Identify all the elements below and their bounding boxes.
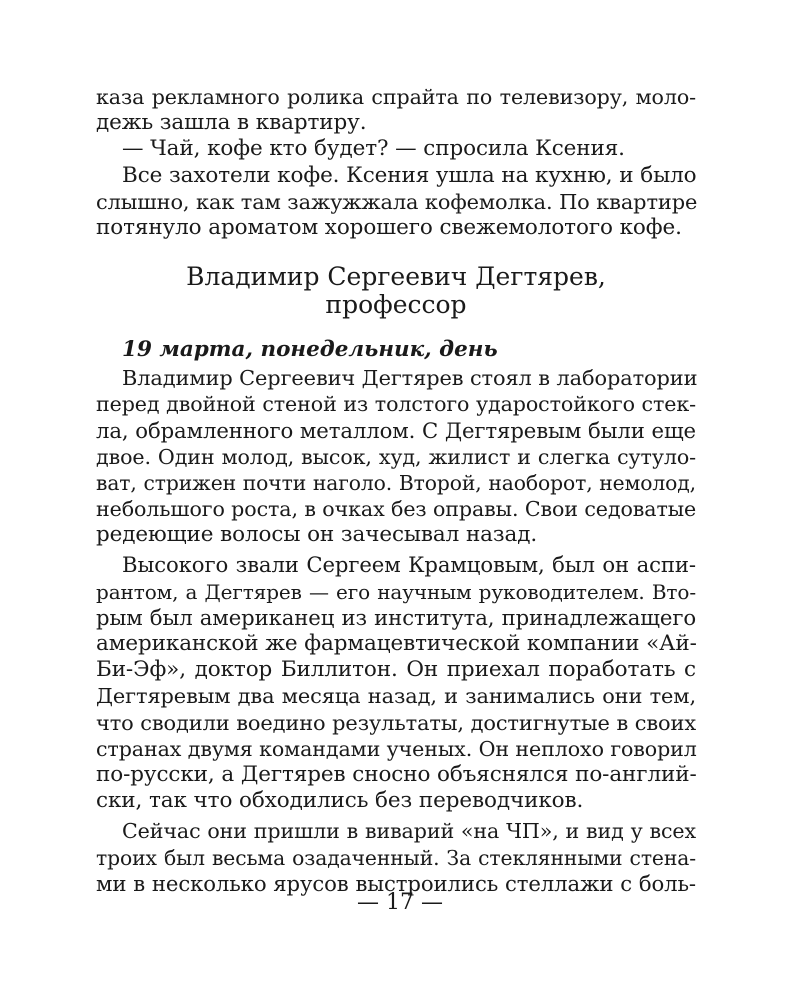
dateline: 19 марта, понедельник, день [122,337,498,363]
text-line: перед двойной стеной из толстого ударостойкого стек- [96,392,696,417]
text-line: ла, обрамленного металлом. С Дегтяревым были еще [96,417,696,443]
text-line: что сводили воедино результаты, достигнутые в своих [96,710,696,735]
heading-line-1: Владимир Сергеевич Дегтярев, [186,262,606,292]
page-body [96,84,696,897]
paragraph-2 [96,552,696,814]
text-line: дежь зашла в квартиру. [96,110,367,136]
section-heading [96,263,696,319]
intro-paragraph [96,84,696,241]
text-line: Сейчас они пришли в виварий «на ЧП», и вид у всех [122,819,696,844]
text-line: слышно, как там зажужжала кофемолка. По квартире [96,189,698,214]
text-line: рантом, а Дегтярев — его научным руководителем. Вто- [96,579,696,604]
text-line: странах двумя командами ученых. Он неплохо говорил [96,736,697,761]
text-line: рым был американец из института, принадлежащего [96,604,696,630]
text-line: Владимир Сергеевич Дегтярев стоял в лаборатории [122,366,698,391]
text-line: троих был весьма озадаченный. За стеклянными стена- [96,845,696,870]
text-line: Дегтяревым два месяца назад, и занимались они тем, [96,684,696,709]
text-line: каза рекламного ролика спрайта по телевизору, моло- [96,85,696,109]
text-line: — Чай, кофе кто будет? — спросила Ксения. [122,136,625,162]
page-number: — 17 — [357,890,443,915]
text-line: Все захотели кофе. Ксения ушла на кухню, и было [122,162,697,188]
paragraph-1 [96,365,696,548]
heading-line-2: профессор [325,290,467,320]
text-line: редеющие волосы он зачесывал назад. [96,522,538,548]
text-line: ват, стрижен почти наголо. Второй, наоборот, немолод, [96,470,696,495]
text-line: ски, так что обходились без переводчиков. [96,788,584,814]
paragraph-3 [96,818,696,897]
text-line: Би-Эф», доктор Биллитон. Он приехал поработать с [96,657,696,683]
text-line: Высокого звали Сергеем Крамцовым, был он аспи- [122,552,696,578]
text-line: ми в несколько ярусов выстроились стеллажи с боль- [96,870,696,896]
text-line: по-русски, а Дегтярев сносно объяснялся по-англий- [96,761,697,787]
text-line: американской же фармацевтической компании «Ай- [96,631,697,656]
text-line: небольшого роста, в очках без оправы. Свои седоватые [96,497,697,522]
text-line: потянуло ароматом хорошего свежемолотого кофе. [96,214,682,240]
text-line: двое. Один молод, высок, худ, жилист и слегка сутуло- [96,444,696,469]
